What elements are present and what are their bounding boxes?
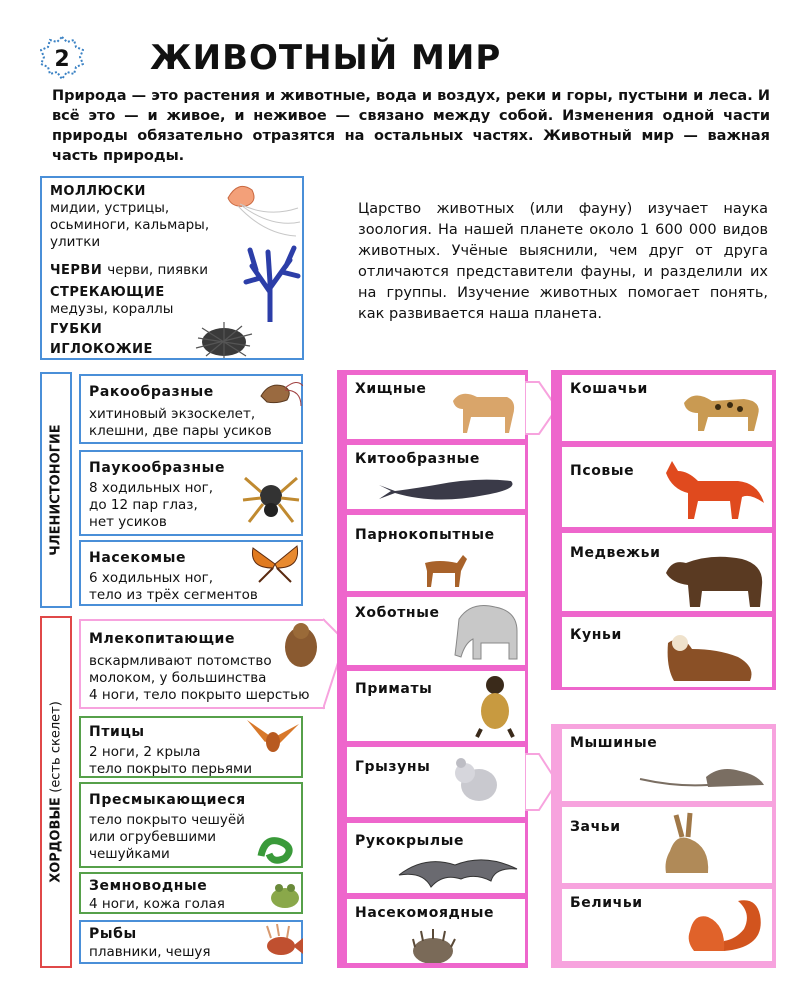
jellyfish-icon xyxy=(218,178,302,238)
chordates-label-note: (есть скелет) xyxy=(48,701,64,793)
shrimp-icon xyxy=(257,376,303,412)
arachnids-line-3: нет усиков xyxy=(89,514,167,530)
order-artiodactyls-label: Парнокопытные xyxy=(355,527,495,543)
zoology-text: Царство животных (или фауну) изучает наука зоология. На нашей планете около 1 600 000 видов животных. Учёные выяснили, чем друг от друга отличаются представители фауны, и разделили их на группы. Изучение животных помогает понять, как развивается наша планета. xyxy=(358,201,768,322)
number-badge xyxy=(40,36,84,80)
reptiles-line-1: тело покрыто чешуёй xyxy=(89,812,245,828)
family-mustelids-label: Куньи xyxy=(570,627,622,643)
order-cetaceans[interactable] xyxy=(347,445,525,509)
coral-icon xyxy=(238,242,304,322)
elephant-icon xyxy=(451,599,523,661)
family-sciurids-label: Беличьи xyxy=(570,895,643,911)
order-proboscideans-label: Хоботные xyxy=(355,605,440,621)
page-title: ЖИВОТНЫЙ МИР xyxy=(150,38,502,78)
insects-box xyxy=(79,540,303,606)
bird-icon xyxy=(243,718,303,758)
mammals-line-3: 4 ноги, тело покрыто шерстью xyxy=(89,687,310,703)
frog-icon xyxy=(267,878,303,912)
amphibians-line-1: 4 ноги, кожа голая xyxy=(89,896,225,912)
order-primates-label: Приматы xyxy=(355,681,433,697)
mammals-box[interactable] xyxy=(79,619,325,709)
reptiles-title: Пресмыкающиеся xyxy=(89,792,246,808)
reptiles-box xyxy=(79,782,303,868)
hedgehog-icon xyxy=(411,929,457,963)
family-leporids[interactable] xyxy=(562,807,772,883)
family-canids[interactable] xyxy=(562,447,772,527)
order-predators-label: Хищные xyxy=(355,381,427,397)
bear-icon xyxy=(662,549,768,609)
cnidaria-desc: медузы, кораллы xyxy=(50,301,174,317)
family-leporids-label: Зачьи xyxy=(570,819,621,835)
family-murids[interactable] xyxy=(562,729,772,801)
fish-title: Рыбы xyxy=(89,926,137,942)
butterfly-icon xyxy=(247,542,303,588)
arachnids-line-2: до 12 пар глаз, xyxy=(89,497,198,513)
chordates-label-group xyxy=(49,701,64,883)
fish-box xyxy=(79,920,303,964)
fish-line-1: плавники, чешуя xyxy=(89,944,211,960)
section-number: 2 xyxy=(54,47,70,72)
family-sciurids[interactable] xyxy=(562,889,772,961)
whale-icon xyxy=(375,471,521,507)
family-canids-label: Псовые xyxy=(570,463,635,479)
amphibians-box xyxy=(79,872,303,914)
molluscs-desc-2: осьминоги, кальмары, xyxy=(50,217,210,233)
molluscs-desc-1: мидии, устрицы, xyxy=(50,200,170,216)
order-predators[interactable] xyxy=(347,375,525,439)
birds-box xyxy=(79,716,303,778)
worms-line xyxy=(50,260,208,279)
insects-title: Насекомые xyxy=(89,550,187,566)
mammals-title: Млекопитающие xyxy=(89,631,236,647)
order-insectivores[interactable] xyxy=(347,899,525,963)
ocelot-icon xyxy=(678,383,768,435)
crustaceans-line-1: хитиновый экзоскелет, xyxy=(89,406,256,422)
arachnids-line-1: 8 ходильных ног, xyxy=(89,480,214,496)
birds-line-2: тело покрыто перьями xyxy=(89,761,252,777)
spider-icon xyxy=(241,470,301,526)
hare-icon xyxy=(656,811,716,881)
family-ursids[interactable] xyxy=(562,533,772,611)
arachnids-title: Паукообразные xyxy=(89,460,226,476)
chordates-label: ХОРДОВЫЕ xyxy=(48,797,64,883)
arthropods-label: ЧЛЕНИСТОНОГИЕ xyxy=(48,424,64,556)
echinoderms-title: ИГЛОКОЖИЕ xyxy=(50,342,153,357)
order-bats[interactable] xyxy=(347,823,525,893)
fox-icon xyxy=(658,453,768,523)
mouse-icon xyxy=(636,757,768,797)
chinchilla-icon xyxy=(451,755,501,805)
intro-text: Природа — это растения и животные, вода и воздух, реки и горы, пустыни и леса. И всё это — и живое, и неживое — связано между собой. Изменения одной части природы обязательно отразятся на остальных частях. Животный мир — важная часть природы. xyxy=(52,88,770,164)
order-cetaceans-label: Китообразные xyxy=(355,451,481,467)
arachnids-box xyxy=(79,450,303,536)
family-murids-label: Мышиные xyxy=(570,735,658,751)
family-felids-label: Кошачьи xyxy=(570,381,648,397)
birds-title: Птицы xyxy=(89,724,145,740)
molluscs-desc-3: улитки xyxy=(50,234,101,250)
order-proboscideans[interactable] xyxy=(347,597,525,665)
cougar-icon xyxy=(447,379,521,435)
mammals-line-2: молоком, у большинства xyxy=(89,670,267,686)
invertebrates-box xyxy=(40,176,304,360)
crustaceans-line-2: клешни, две пары усиков xyxy=(89,423,272,439)
worms-desc: черви, пиявки xyxy=(107,262,209,278)
molluscs-title: МОЛЛЮСКИ xyxy=(50,184,146,199)
order-insectivores-label: Насекомоядные xyxy=(355,905,495,921)
birds-line-1: 2 ноги, 2 крыла xyxy=(89,744,201,760)
mammals-line-1: вскармливают потомство xyxy=(89,653,272,669)
marten-icon xyxy=(658,627,758,685)
cnidaria-title: СТРЕКАЮЩИЕ xyxy=(50,285,165,300)
order-primates[interactable] xyxy=(347,671,525,741)
family-ursids-label: Медвежьи xyxy=(570,545,661,561)
insects-line-2: тело из трёх сегментов xyxy=(89,587,258,603)
squirrel-icon xyxy=(680,895,766,959)
order-artiodactyls[interactable] xyxy=(347,515,525,591)
family-felids[interactable] xyxy=(562,375,772,441)
reptiles-line-2: или огрубевшими xyxy=(89,829,217,845)
beaver-icon xyxy=(279,621,323,671)
order-bats-label: Рукокрылые xyxy=(355,833,465,849)
order-rodents[interactable] xyxy=(347,747,525,817)
monkey-icon xyxy=(469,673,521,739)
crustaceans-title: Ракообразные xyxy=(89,384,214,400)
fish-icon xyxy=(263,924,303,964)
bat-icon xyxy=(395,851,521,891)
crustaceans-box xyxy=(79,374,303,444)
worms-title: ЧЕРВИ xyxy=(50,263,103,278)
sponges-title: ГУБКИ xyxy=(50,322,103,337)
snake-icon xyxy=(255,830,301,866)
deer-icon xyxy=(419,549,469,589)
family-mustelids[interactable] xyxy=(562,617,772,687)
order-rodents-label: Грызуны xyxy=(355,759,431,775)
reptiles-line-3: чешуйками xyxy=(89,846,170,862)
insects-line-1: 6 ходильных ног, xyxy=(89,570,214,586)
sea-urchin-icon xyxy=(192,318,256,358)
amphibians-title: Земноводные xyxy=(89,878,208,894)
